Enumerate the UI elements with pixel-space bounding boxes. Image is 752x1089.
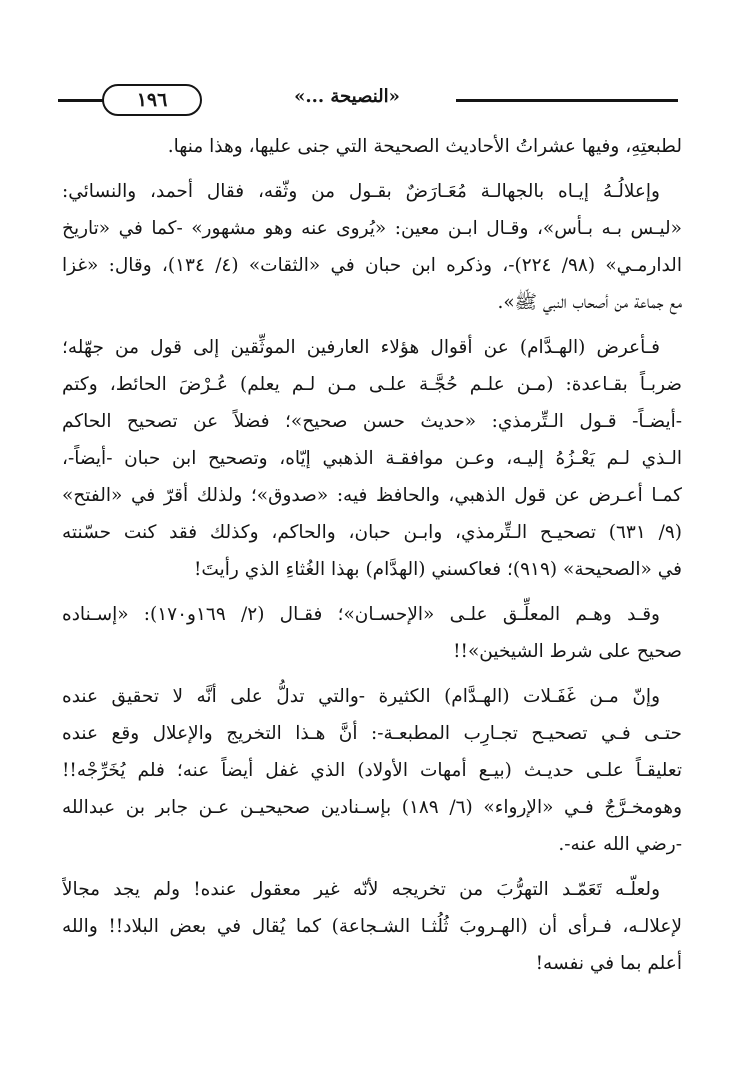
running-title: «النصيحة ...»	[294, 86, 400, 107]
paragraph	[62, 678, 682, 863]
text-line: لإعلالـه، فـرأى أن (الهـروبَ ثُلُثـا الشـجاعة) كما يُقال في بعض البلاد!! والله	[62, 916, 682, 937]
text-line: الدارمـي» (٩٨/ ٢٢٤)-، وذكره ابن حبان في «الثقات» (٤/ ١٣٤)، وقال: «غزا	[62, 255, 682, 276]
text-line: وإنّ مـن غَفَـلات (الهـدَّام) الكثيرة -والتي تدلُّ على أنَّه لا تحقيق عنده	[62, 686, 660, 707]
text-line: وهومخـرَّجٌ فـي «الإرواء» (٦/ ١٨٩) بإسـنادين صحيحيـن عـن جابر بن عبدالله	[62, 797, 682, 818]
text-line: ضربـاً بقـاعدة: (مـن علـم حُجَّـة علـى مـن لـم يعلم) عُـرْضَ الحائط، وكتم	[62, 374, 682, 395]
text-line: «ليـس بـه بـأس»، وقـال ابـن معين: «يُروى عنه وهو مشهور» -كما في «تاريخ	[62, 218, 682, 239]
text-line: فـأعرض (الهـدَّام) عن أقوال هؤلاء العارفين الموثِّقين إلى قول من جهّله؛	[62, 337, 660, 358]
text-line: -رضي الله عنه-.	[558, 834, 682, 855]
text-line: لطبعتِهِ، وفيها عشراتُ الأحاديث الصحيحة التي جنى عليها، وهذا منها.	[167, 136, 682, 157]
text-line: ولعلّـه تَعَمّـد التهرُّبَ من تخريجه لأنّه غير معقول عنده! ولم يجد مجالاً	[62, 879, 660, 900]
text-line: كمـا أعـرض عن قول الذهبي، والحافظ فيه: «صدوق»؛ ولذلك أقرّ في «الفتح»	[62, 485, 682, 506]
page-number: ١٩٦	[136, 89, 168, 111]
paragraph	[62, 329, 682, 588]
text-line: حتـى فـي تصحيـح تجـارِب المطبعـة-: أنَّ هـذا التخريج والإعلال وقع عنده	[62, 723, 682, 744]
text-line: تعليقـاً علـى حديـث (بيـع أمهات الأولاد) الذي غفل أيضاً عنه؛ فلم يُخَرِّجْه!!	[62, 760, 682, 781]
paragraph	[62, 128, 682, 165]
page-header	[58, 82, 678, 120]
text-line: مع جماعة من أصحاب النبي ﷺ».	[497, 292, 682, 313]
text-line: صحيح على شرط الشيخين»!!	[453, 641, 682, 662]
paragraph	[62, 173, 682, 321]
text-line: وقـد وهـم المعلِّـق علـى «الإحسـان»؛ فقـال (٢/ ١٦٩و١٧٠): «إسـناده	[62, 604, 660, 625]
paragraph	[62, 596, 682, 670]
text-line: أعلم بما في نفسه!	[535, 953, 682, 974]
paragraph	[62, 871, 682, 982]
text-line: وإعلالُـهُ إيـاه بالجهالـة مُعَـارَضٌ بقـول من وثّقه، فقال أحمد، والنسائي:	[62, 181, 660, 202]
header-rule-right	[456, 99, 678, 102]
text-line: في «الصحيحة» (٩١٩)؛ فعاكسني (الهدَّام) بهذا الغُثاءِ الذي رأيتَ!	[194, 559, 682, 580]
page-body	[62, 128, 682, 990]
text-line: الـذي لـم يَعْـزُهُ إليـه، وعـن موافقـة الذهبي إيّاه، وتصحيح ابن حبان -أيضاً-،	[62, 448, 682, 469]
text-line: (٩/ ٦٣١) تصحيـح الـتِّرمذي، وابـن حبان، والحاكم، وكذلك فقد كنت حسّنته	[62, 522, 682, 543]
text-line: -أيضـاً- قـول الـتِّرمذي: «حديث حسن صحيح»؛ فضلاً عن تصحيح الحاكم	[62, 411, 682, 432]
page-number-badge	[102, 84, 202, 116]
